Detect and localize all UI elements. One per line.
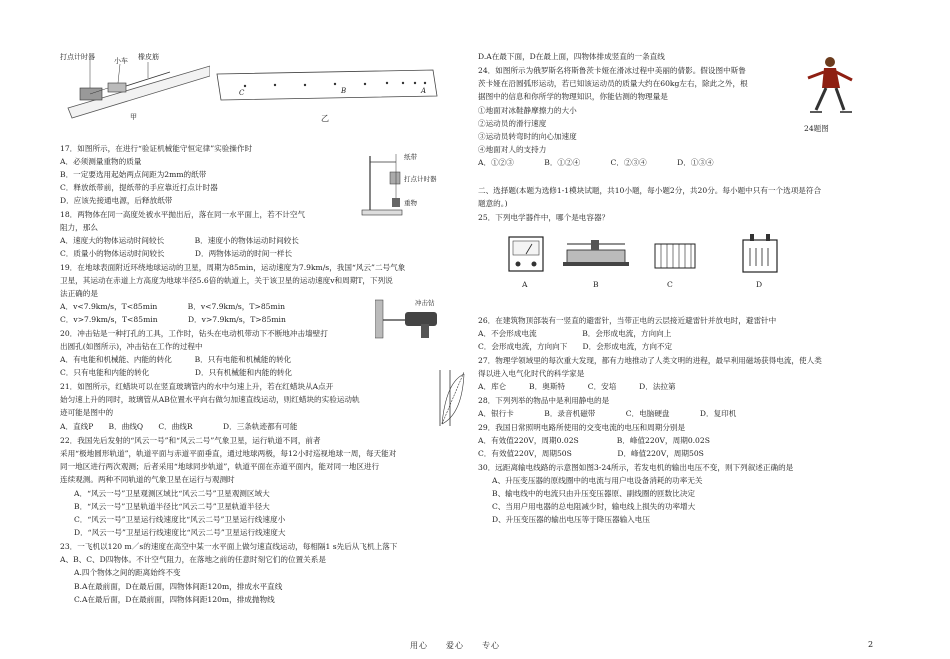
tape-point-a: A (421, 87, 427, 95)
capacitor-box-icon (740, 232, 780, 274)
rheostat-icon (563, 236, 631, 272)
q21-stem-cont-2: 迹可能是图中的 (60, 408, 114, 417)
q26-options-ab: A．不会形成电流 B．会形成电流，方向向上 (478, 329, 672, 338)
figure-label-jia: 甲 (130, 113, 137, 121)
q20-options-cd: C．只有电能和内能的转化 D．只有机械能和内能的转化 (60, 368, 293, 377)
q18-stem-cont: 阻力，那么 (60, 223, 98, 232)
weight-label: 重物 (404, 199, 417, 207)
meter-icon (508, 236, 544, 272)
q22-option-a: A．“风云一号”卫星观测区域比“风云二号”卫星观测区域大 (74, 489, 270, 498)
q17-option-d: D．应该先接通电源，后释放纸带 (60, 196, 173, 205)
figure-label-yi: 乙 (321, 114, 329, 123)
q19-stem-cont: 卫星，其运动在赤道上方高度为地球半径5.6倍的轨道上，关于该卫星的运动速度v和周期T，下列说 (60, 276, 393, 285)
q22-stem: 22．我国先后发射的“风云一号”和“风云二号”气象卫星，运行轨道不同，前者 (60, 436, 321, 445)
q17-option-a: A．必须测量重物的质量 (60, 157, 142, 166)
q22-option-c: C．“风云一号”卫星运行线速度比“风云二号”卫星运行线速度小 (74, 515, 286, 524)
rubber-band-label: 橡皮筋 (138, 53, 159, 61)
q22-stem-cont-2: 同一地区进行两次观测；后者采用“地球同步轨道”，轨道平面在赤道平面内，能对同一地区进行 (60, 462, 380, 471)
component-d (740, 232, 800, 296)
section-2-heading: 二、选择题(本题为选修1-1模块试题，共10小题，每小题2分，共20分。每小题中只有一个选项是符合 (478, 186, 822, 195)
q24-options: A．①②③ B．①②④ C．②③④ D．①③④ (478, 158, 714, 167)
q19-stem-cont-2: 法正确的是 (60, 289, 98, 298)
paper-tape-label: 纸带 (404, 153, 417, 161)
drill-label: 冲击钻 (415, 299, 435, 307)
q24-stem: 24．如图所示为俄罗斯名将斯鲁茨卡娅在滑冰过程中美丽的倩影。假设图中斯鲁 (478, 66, 746, 75)
page-footer: 用心 爱心 专心 (410, 641, 500, 650)
q28-options: A．银行卡 B．录音机磁带 C．电脑硬盘 D．复印机 (478, 409, 737, 418)
q30-option-b: B、输电线中的电流只由升压变压器原、副线圈的匝数比决定 (492, 489, 696, 498)
q24-item-3: ③运动员转弯时的向心加速度 (478, 132, 577, 141)
section-2-heading-cont: 题意的。) (478, 199, 508, 208)
timer-label-2: 打点计时器 (404, 175, 437, 183)
q27-stem-cont: 得以进入电气化时代的科学家是 (478, 369, 585, 378)
q24-item-4: ④地面对人的支持力 (478, 145, 547, 154)
component-label-c: C (667, 280, 673, 289)
q22-option-b: B．“风云一号”卫星轨道半径比“风云二号”卫星轨道半径大 (74, 502, 270, 511)
q30-option-c: C、当用户用电器的总电阻减少时，输电线上损失的功率增大 (492, 502, 696, 511)
tape-point-c: C (239, 89, 245, 97)
figure-yi (215, 64, 440, 126)
q28-stem: 28．下列列举的物品中是利用静电的是 (478, 396, 610, 405)
q21-stem: 21．如图所示，红蜡块可以在竖直玻璃管内的水中匀速上升，若在红蜡块从A点开 (60, 382, 334, 391)
cart-label: 小车 (114, 57, 128, 65)
page-number: 2 (868, 640, 874, 649)
component-label-d: D (756, 280, 763, 289)
component-a (508, 236, 568, 296)
q19-options-ab: A．v<7.9km/s，T<85min B．v<7.9km/s，T>85min (60, 302, 286, 311)
q22-option-d: D．“风云一号”卫星运行线速度比“风云二号”卫星运行线速度大 (74, 528, 286, 537)
q25-stem: 25．下列电学器件中，哪个是电容器？ (478, 213, 610, 222)
q23-option-c: C.A在最后面，D在最前面，四物体间距120m，排成抛物线 (74, 595, 275, 604)
q18-options-ab: A．速度大的物体运动时间较长 B．速度小的物体运动时间较长 (60, 236, 299, 245)
q20-stem: 20．冲击钻是一种打孔的工具，工作时，钻头在电动机带动下不断地冲击墙壁打 (60, 329, 328, 338)
timer-label: 打点计时器 (60, 53, 95, 61)
tape-point-b: B (341, 87, 347, 95)
q23-stem-cont: A、B、C、D四物体。不计空气阻力，在落地之前的任意时刻它们的位置关系是 (60, 555, 326, 564)
component-label-b: B (593, 280, 599, 289)
figure-q24-skater (800, 54, 860, 134)
paper-tape-illustration (215, 64, 440, 104)
q27-stem: 27．物理学领域里的每次重大发现，都有力地推动了人类文明的进程，最早利用磁场获得电流，使人类 (478, 356, 822, 365)
q21-stem-cont: 始匀速上升的同时，玻璃管从AB位置水平向右做匀加速直线运动，则红蜡块的实验运动轨 (60, 395, 360, 404)
q19-stem: 19．在地球表面附近环绕地球运动的卫星，周期为85min，运动速度为7.9km/s，我国“风云”二号气象 (60, 263, 406, 272)
q26-options-cd: C．会形成电流，方向向下 D．会形成电流，方向不定 (478, 342, 673, 351)
q22-stem-cont: 采用“极地圆形轨道”，轨道平面与赤道平面垂直，通过地球两极，每12小时巡视地球一周，每天能对 (60, 449, 397, 458)
q24-item-2: ②运动员的滑行速度 (478, 119, 547, 128)
q17-option-b: B．一定要选用起始两点间距为2mm的纸带 (60, 170, 207, 179)
q29-options-cd: C．有效值220V，周期50S D．峰值220V，周期50S (478, 449, 704, 458)
q21-options: A．直线P B．曲线Q C．曲线R D．三条轨迹都有可能 (60, 422, 298, 431)
q19-options-cd: C．v>7.9km/s，T<85min D．v>7.9km/s，T>85min (60, 315, 286, 324)
q23-option-a: A.四个物体之间的距离始终不变 (74, 568, 181, 577)
figure-q17-apparatus (360, 148, 440, 218)
figure-24-caption: 24题图 (804, 124, 829, 133)
q30-stem: 30．远距离输电线路的示意图如图3-24所示，若发电机的输出电压不变，则下列叙述正确的是 (478, 463, 794, 472)
glass-tube-trajectory-illustration (438, 368, 466, 430)
q20-options-ab: A．有电能和机械能、内能的转化 B．只有电能和机械能的转化 (60, 355, 292, 364)
inductor-coil-icon (653, 236, 703, 272)
q18-options-cd: C．质量小的物体运动时间较长 D．两物体运动的时间一样长 (60, 249, 293, 258)
component-label-a: A (522, 280, 528, 289)
q17-option-c: C．释放纸带前，提纸带的手应靠近打点计时器 (60, 183, 218, 192)
q18-stem: 18．两物体在同一高度处被水平抛出后，落在同一水平面上，若不计空气 (60, 210, 306, 219)
figure-q21-tube (438, 368, 466, 430)
q29-options-ab: A．有效值220V，周期0.02S B．峰值220V，周期0.02S (478, 436, 710, 445)
q20-stem-cont: 出圆孔(如图所示)，冲击钻在工作的过程中 (60, 342, 203, 351)
q30-option-a: A、升压变压器的原线圈中的电流与用户电设备消耗的功率无关 (492, 476, 703, 485)
q30-option-d: D、升压变压器的输出电压等于降压器输入电压 (492, 515, 650, 524)
q23-stem: 23．一飞机以120 m／s的速度在高空中某一水平面上做匀速直线运动，每相隔1 s先后从飞机上落下 (60, 542, 398, 551)
q24-stem-cont-2: 据图中的信息和你所学的物理知识，你能估测的物理量是 (478, 92, 668, 101)
figure-jia (60, 48, 210, 123)
q27-options: A．库仑 B．奥斯特 C．安培 D．法拉第 (478, 382, 676, 391)
q26-stem: 26．在建筑物顶部装有一竖直的避雷针，当带正电的云层接近避雷针并放电时，避雷针中 (478, 316, 777, 325)
q22-stem-cont-3: 连续观测。两种不同轨道的气象卫星在运行与观测时 (60, 475, 235, 484)
q29-stem: 29．我国日常照明电路所使用的交变电流的电压和周期分别是 (478, 423, 686, 432)
figure-q20-drill (375, 298, 455, 340)
skater-illustration (800, 54, 860, 116)
q23-option-b: B.A在最前面，D在最后面，四物体间距120m，排成水平直线 (74, 582, 283, 591)
q24-stem-cont: 茨卡娅在沿圆弧形运动，若已知该运动员的质量大约在60kg左右，除此之外，根 (478, 79, 748, 88)
q17-stem: 17．如图所示，在进行“验证机械能守恒定律”实验操作时 (60, 144, 253, 153)
component-b (563, 236, 633, 296)
q23-option-d: D.A在最下面，D在最上面，四物体排成竖直的一条直线 (478, 52, 665, 61)
component-c (653, 236, 723, 296)
q24-item-1: ①地面对冰鞋静摩擦力的大小 (478, 106, 577, 115)
